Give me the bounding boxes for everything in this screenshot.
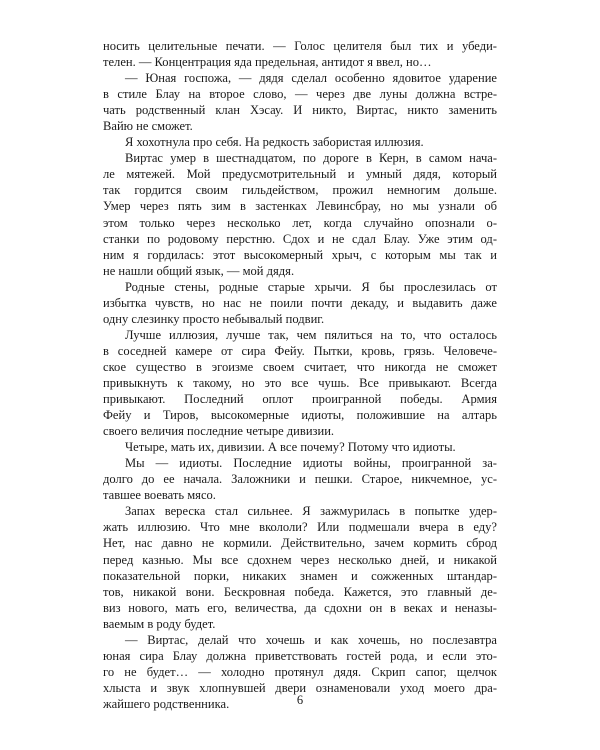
paragraph (103, 327, 497, 439)
text-line: в стиле Блау на второе слово, — через две луны должна встре- (103, 87, 497, 102)
text-line: ское существо в эгоизме своем считает, что никогда не сможет (103, 359, 497, 374)
text-line: Запах вереска стал сильнее. Я зажмурилась в попытке удер- (125, 504, 497, 519)
text-line: Нет, нас давно не кормили. Действительно, зачем кормить сброд (103, 536, 497, 551)
text-line: станки по родовому перстню. Сдох и не сдал Блау. Уже этим од- (103, 231, 497, 246)
text-line: привыкнуть к такому, но это все чушь. Все привыкают. Всегда (103, 375, 497, 390)
text-line: своего величия последние четыре дивизии. (103, 424, 335, 439)
text-line: Виртас умер в шестнадцатом, по дороге в Керн, в самом нача- (125, 151, 497, 166)
text-line: в соседней камере от сира Фейу. Пытки, кровь, грязь. Человече- (103, 343, 497, 358)
text-line: Я хохотнула про себя. На редкость забористая иллюзия. (125, 135, 424, 150)
text-line: не нашли общий язык, — мой дядя. (103, 263, 295, 278)
text-line: этом только через несколько лет, когда случайно опознали о- (103, 215, 497, 230)
paragraph (103, 455, 497, 503)
text-line: Четыре, мать их, дивизии. А все почему? Потому что идиоты. (125, 440, 456, 455)
text-line: привыкают. Последний оплот проигранной победы. Армия (103, 392, 497, 407)
text-line: показательной порки, никаких знамен и сожженных штандар- (103, 568, 497, 583)
text-line: долго до ее начала. Заложники и пешки. Старое, никчемное, ус- (103, 472, 497, 487)
text-line: ним я гордилась: этот высокомерный хрыч, с которым мы так и (103, 247, 497, 262)
text-line: виз нового, мать его, величества, да сдохни он в веках и неназы- (103, 600, 497, 615)
paragraph (103, 70, 497, 134)
text-line: носить целительные печати. — Голос целителя был тих и убеди- (103, 39, 497, 53)
text-line: — Юная госпожа, — дядя сделал особенно ядовитое ударение (125, 71, 497, 86)
text-line: Вайю не сможет. (103, 119, 193, 134)
paragraph (103, 150, 497, 278)
text-line: чать родственный клан Хэсау. И никто, Виртас, никто заменить (103, 103, 497, 118)
text-line: Умер через пять зим в застенках Левинсбрау, но мы узнали об (103, 199, 497, 214)
text-line: — Виртас, делай что хочешь и как хочешь, но послезавтра (125, 632, 497, 647)
text-line: жайшего родственника. (103, 696, 230, 711)
text-line: хлыста и звук хлопнувшей двери ознаменовали уход моего дра- (103, 680, 497, 695)
text-line: тов, никакой вони. Бескровная победа. Кажется, это главный де- (103, 584, 497, 599)
text-line: избытка чувств, но нас не поили почти декаду, и выдавить даже (103, 295, 497, 310)
text-line: Мы — идиоты. Последние идиоты войны, проигранной за- (125, 456, 497, 471)
text-line: перед казнью. Мы все сдохнем через несколько дней, и никакой (103, 552, 497, 567)
text-line: телен. — Концентрация яда предельная, антидот я ввел, но… (103, 55, 432, 70)
text-line: ле мятежей. Мой предусмотрительный и умный дядя, который (103, 167, 497, 182)
text-line: тавшее воевать мясо. (103, 488, 216, 503)
text-line: юная сира Блау должна приветствовать гостей рода, и если это- (103, 648, 497, 663)
text-line: Родные стены, родные старые хрычи. Я бы прослезилась от (125, 279, 497, 294)
paragraph (103, 503, 497, 631)
text-line: Фейу и Тиров, высокомерные идиоты, положившие на алтарь (103, 408, 497, 423)
paragraph (103, 38, 497, 70)
text-line: го не будет… — холодно протянул дядя. Скрип сапог, щелчок (103, 664, 497, 679)
text-line: так гордится своим гильдейством, прожил немногим дольше. (103, 183, 497, 198)
text-line: Лучше иллюзия, лучше так, чем пялиться на то, что осталось (125, 327, 497, 342)
text-line: жать иллюзию. Что мне вкололи? Или подмешали вчера в еду? (103, 520, 497, 535)
text-line: ваемым в роду будет. (103, 616, 216, 631)
page-number: 6 (296, 693, 304, 707)
paragraph (103, 439, 497, 455)
body-text (103, 38, 497, 712)
text-line: одну слезинку просто небывалый подвиг. (103, 311, 325, 326)
paragraph (103, 279, 497, 327)
paragraph (103, 134, 497, 150)
